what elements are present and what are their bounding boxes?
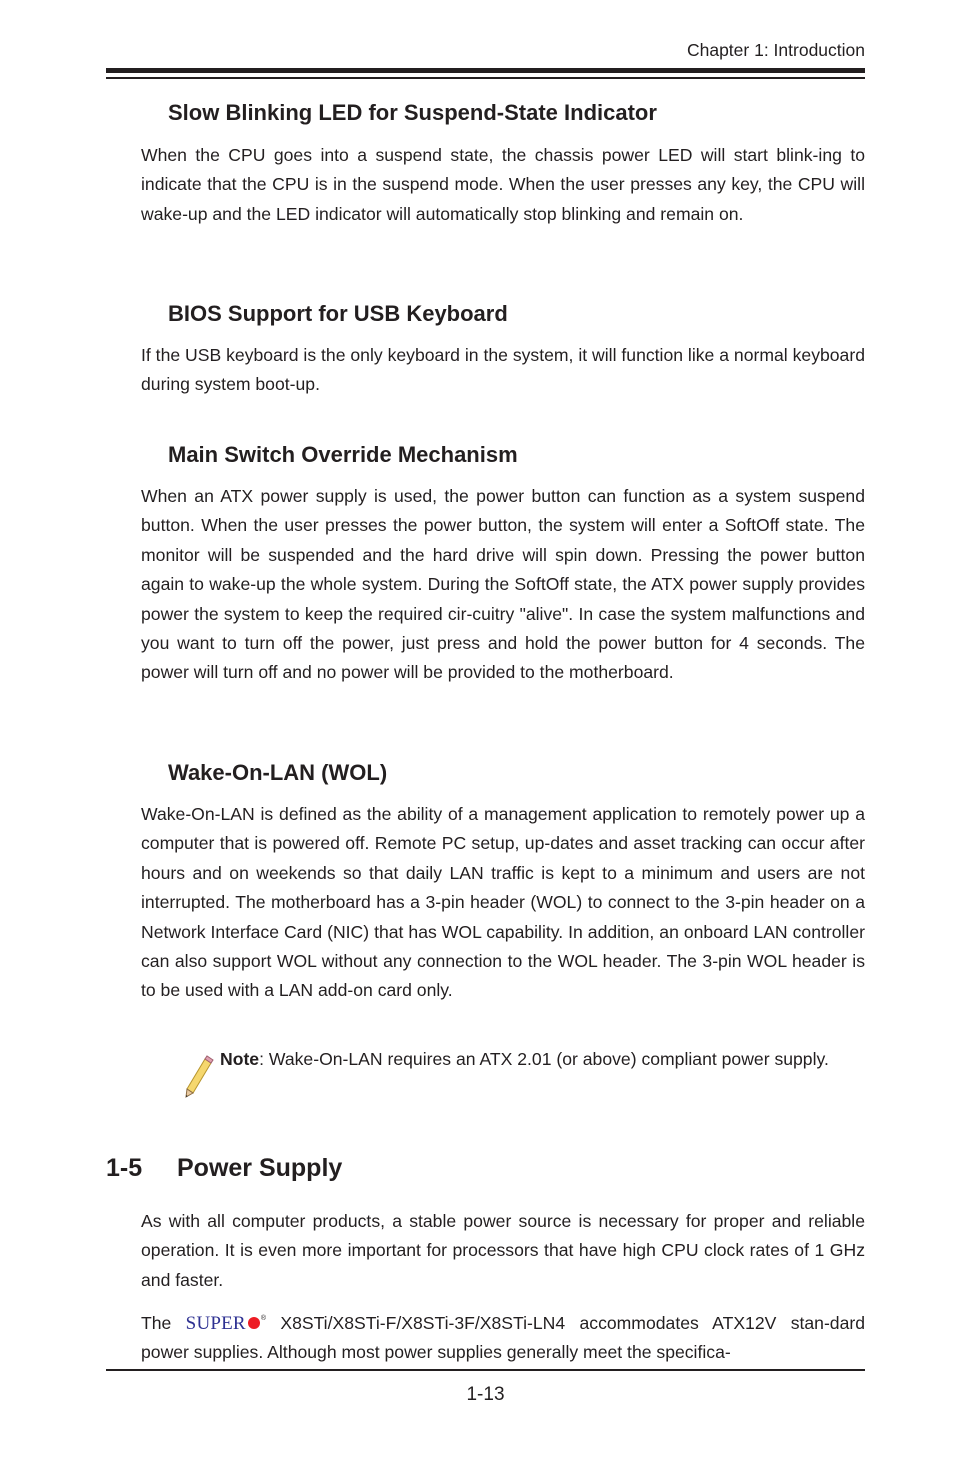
section-number: 1-5: [106, 1154, 143, 1182]
section-heading: Wake-On-LAN (WOL): [168, 760, 388, 785]
page-number: 1-13: [466, 1384, 505, 1405]
para-prefix: The: [141, 1313, 172, 1333]
chapter-title: Chapter 1: Introduction: [686, 40, 865, 60]
note-text: : Wake-On-LAN requires an ATX 2.01 (or above) compliant power supply.: [259, 1049, 829, 1069]
power-supply-paragraph-2: [141, 1304, 865, 1368]
section-body: When the CPU goes into a suspend state, the chassis power LED will start blink-ing to indicate that the CPU is in the suspend mode. When the user presses any key, the CPU will wake-up and the LED indicator will automatically stop blinking and remain on.: [141, 145, 865, 224]
section-body: Wake-On-LAN is defined as the ability of a management application to remotely power up a computer that is powered off. Remote PC setup, up-dates and asset tracking can occur after hours and on weekends so that daily LAN traffic is kept to a minimum and users are not interrupted. The motherboard has a 3-pin header (WOL) to connect to the 3-pin header on a Network Interface Card (NIC) that has WOL capability. In addition, an onboard LAN controller can also support WOL without any connection to the WOL header. The 3-pin WOL header is to be used with a LAN add-on card only.: [141, 804, 865, 1001]
note-label: Note: [220, 1049, 260, 1069]
logo-red-dot: [248, 1317, 260, 1329]
header-rule-thin: [106, 77, 865, 79]
section-body: When an ATX power supply is used, the power button can function as a system suspend button. When the user presses the power button, the system will enter a SoftOff state. The monitor will be suspended and the hard drive will spin down. Pressing the power button again to wake-up the whole system. During the SoftOff state, the ATX power supply provides power the system to keep the required cir-cuitry "alive". In case the system malfunctions and you want to turn off the power, just press and hold the power button for 4 seconds. The power will turn off and no power will be provided to the motherboard.: [141, 486, 865, 683]
section-heading: Main Switch Override Mechanism: [168, 442, 518, 467]
section-body: If the USB keyboard is the only keyboard in the system, it will function like a normal keyboard during system boot-up.: [141, 345, 865, 395]
footer-rule: [106, 1369, 865, 1371]
section-heading: Slow Blinking LED for Suspend-State Indicator: [168, 100, 657, 125]
header-rule-thick: [106, 68, 865, 73]
section-heading: BIOS Support for USB Keyboard: [168, 301, 508, 326]
pencil-icon: [183, 1055, 215, 1099]
supermicro-logo: SUPER ®: [185, 1313, 266, 1334]
note-block: [220, 1045, 865, 1074]
logo-text: SUPER: [185, 1313, 246, 1334]
section-heading-power-supply: [106, 1154, 342, 1183]
power-supply-paragraph-1: As with all computer products, a stable power source is necessary for proper and reliable operation. It is even more important for processors that have high CPU clock rates of 1 GHz and faster.: [141, 1211, 865, 1290]
section-title: Power Supply: [177, 1154, 343, 1182]
para-rest: X8STi/X8STi-F/X8STi-3F/X8STi-LN4 accommodates ATX12V stan-dard power supplies. Although most power supplies generally meet the specifica-: [141, 1313, 866, 1363]
